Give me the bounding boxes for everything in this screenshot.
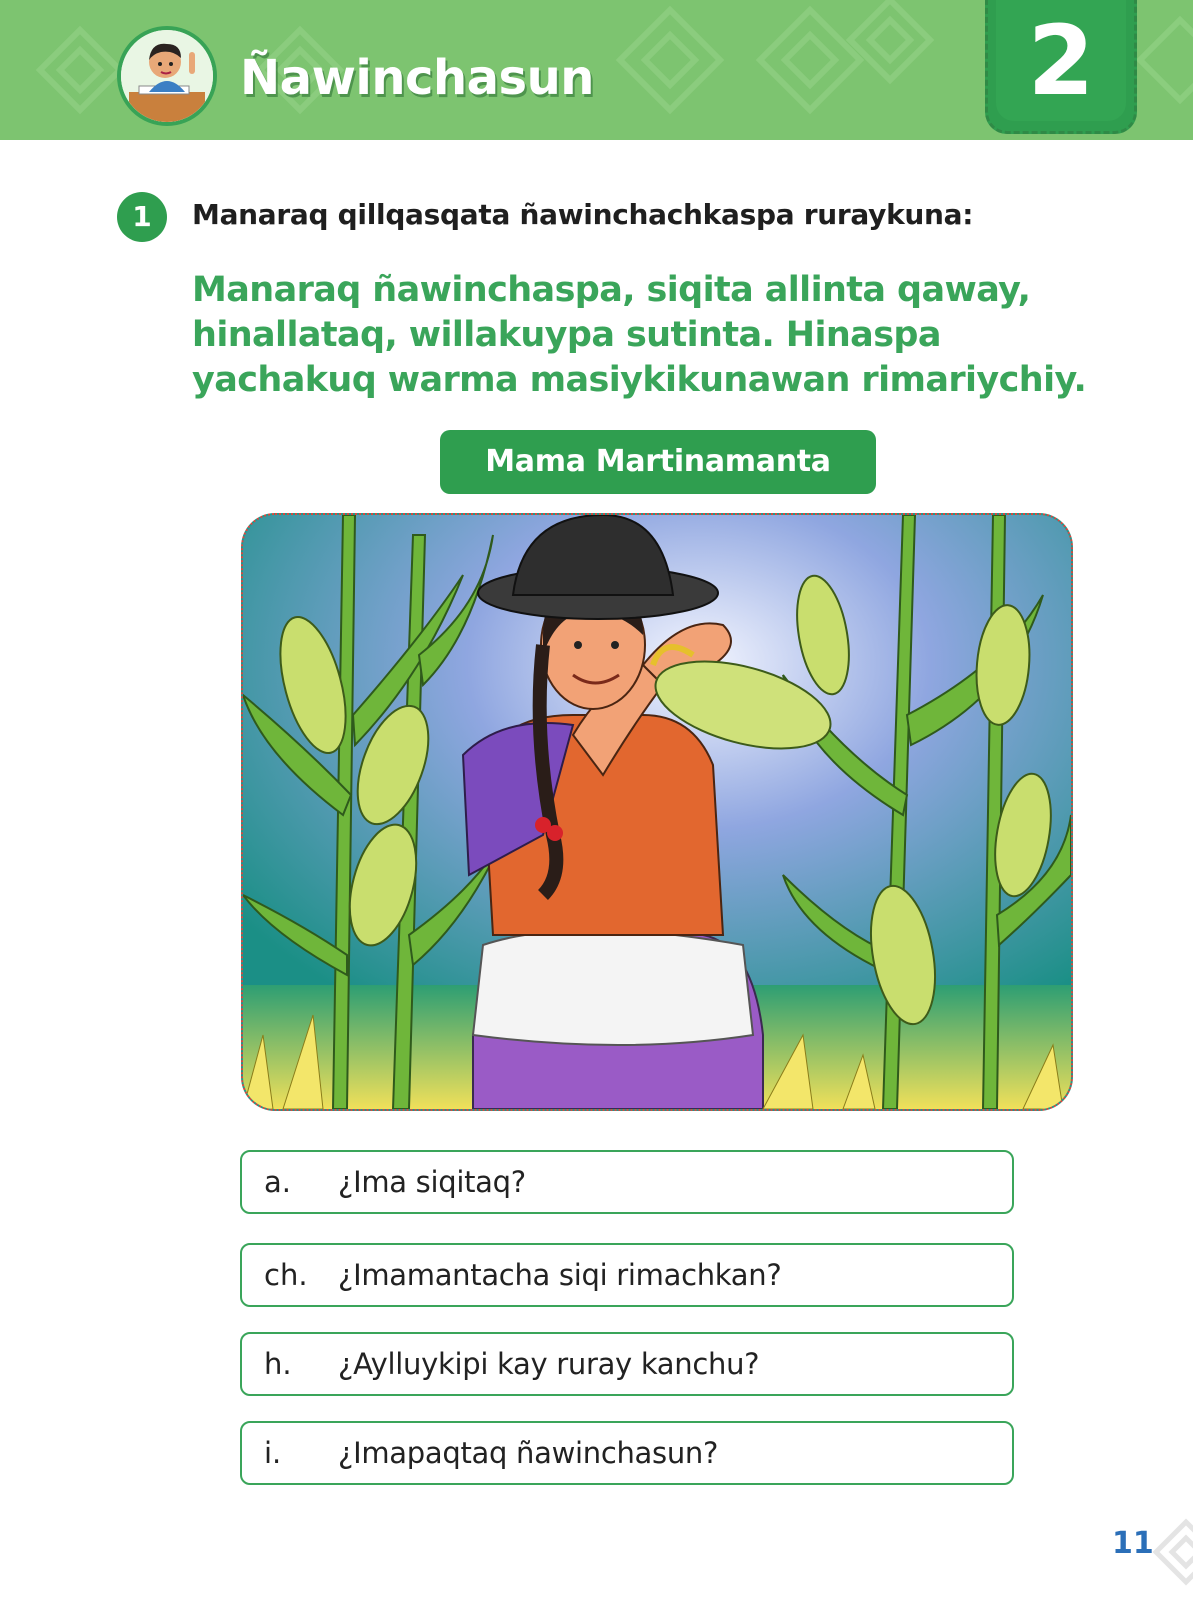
question-box-ch[interactable] (240, 1243, 1014, 1307)
step-number-badge: 1 (117, 192, 167, 242)
page-number: 11 (1112, 1526, 1154, 1561)
woman-in-cornfield-illustration (243, 515, 1071, 1109)
question-text: ¿Ima siqitaq? (338, 1165, 526, 1199)
question-box-i[interactable] (240, 1421, 1014, 1485)
intro-line: Manaraq ñawinchaspa, siqita allinta qaway, (192, 270, 1031, 310)
activity-intro-text (192, 268, 1092, 403)
student-avatar (117, 26, 217, 126)
question-letter: ch. (264, 1258, 308, 1292)
corner-diamond-pattern (1146, 1505, 1193, 1600)
activity-instruction: Manaraq qillqasqata ñawinchachkaspa ruraykuna: (192, 198, 974, 231)
unit-tab (985, 0, 1137, 134)
question-text: ¿Aylluykipi kay ruray kanchu? (338, 1347, 760, 1381)
story-illustration (241, 513, 1073, 1111)
intro-line: hinallataq, willakuypa sutinta. Hinaspa (192, 315, 941, 355)
reading-child-icon (121, 30, 213, 122)
question-text: ¿Imapaqtaq ñawinchasun? (338, 1436, 719, 1470)
section-title: Ñawinchasun (240, 50, 594, 106)
story-title: Mama Martinamanta (440, 430, 876, 494)
question-text: ¿Imamantacha siqi rimachkan? (338, 1258, 782, 1292)
question-box-a[interactable] (240, 1150, 1014, 1214)
question-letter: h. (264, 1347, 292, 1381)
question-box-h[interactable] (240, 1332, 1014, 1396)
page-header (0, 0, 1193, 140)
unit-number: 2 (1027, 5, 1095, 117)
intro-line: yachakuq warma masiykikunawan rimariychiy. (192, 360, 1087, 400)
question-letter: a. (264, 1165, 291, 1199)
question-letter: i. (264, 1436, 282, 1470)
